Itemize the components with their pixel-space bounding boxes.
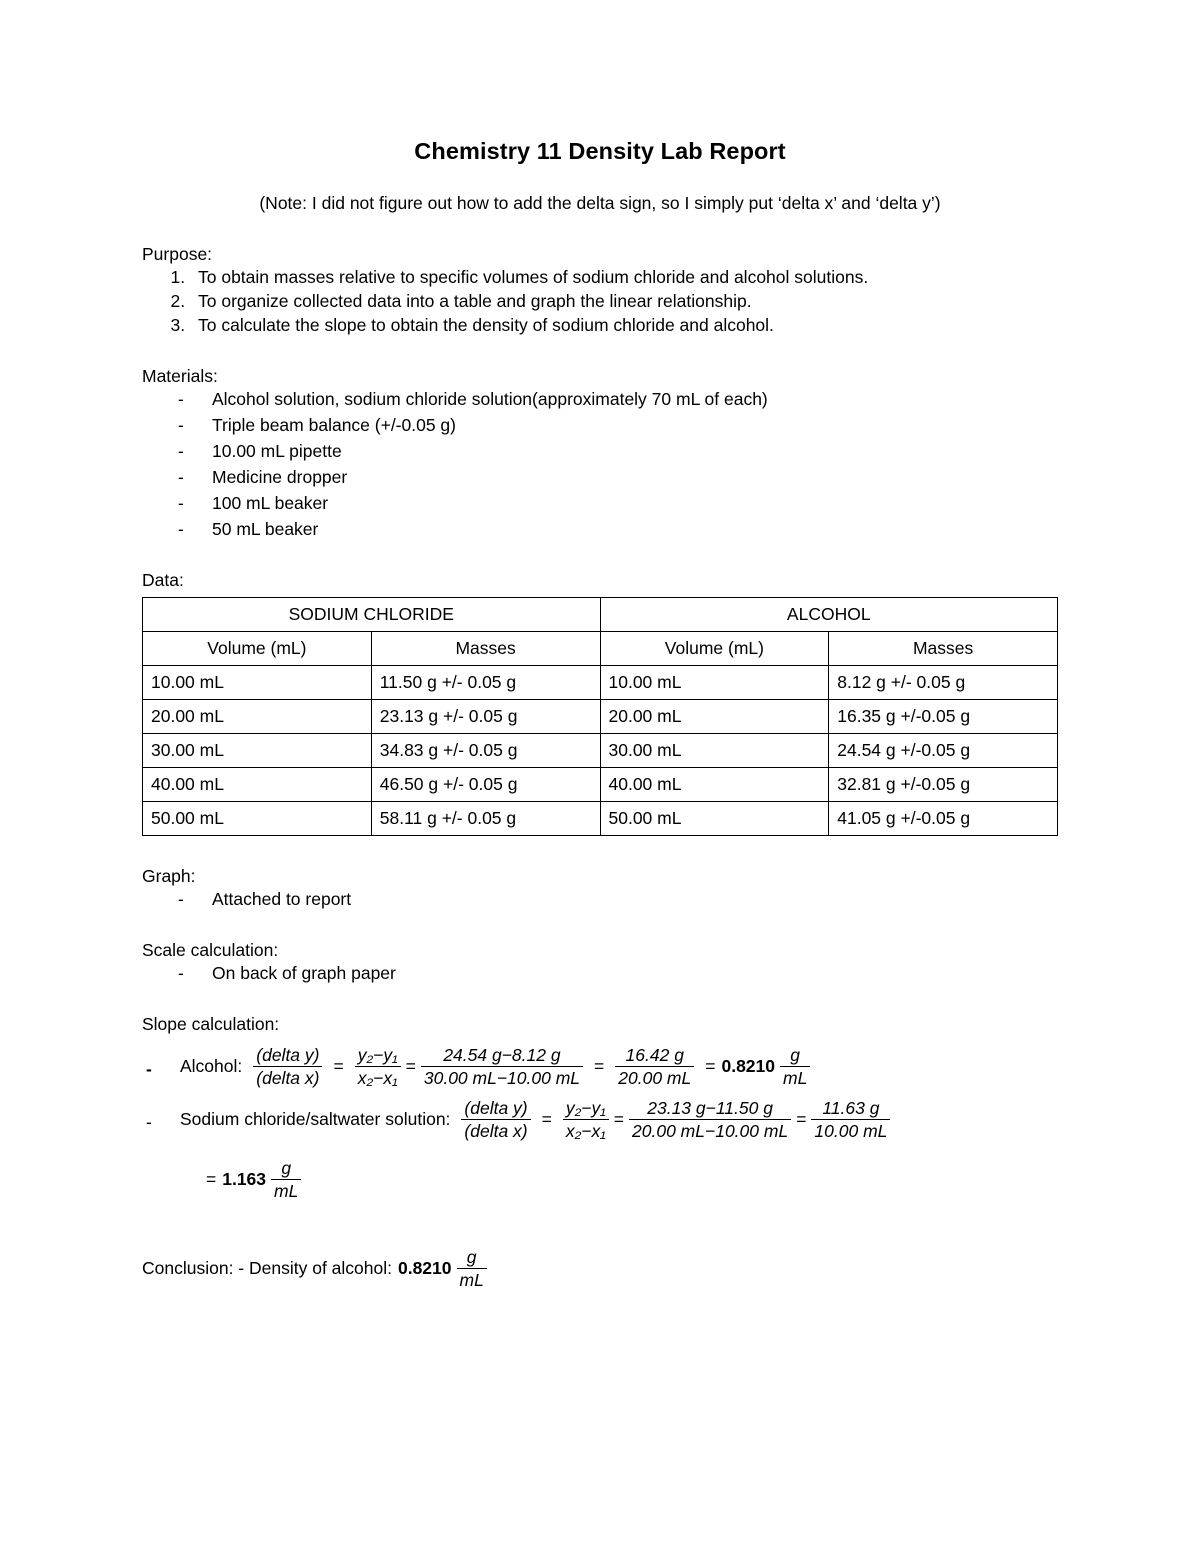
- table-cell: 8.12 g +/- 0.05 g: [829, 666, 1058, 700]
- alcohol-density-value: 0.8210: [721, 1056, 775, 1077]
- conclusion-label: Conclusion: - Density of alcohol:: [142, 1257, 392, 1278]
- list-item: - Alcohol solution, sodium chloride solution(approximately 70 mL of each): [174, 389, 1058, 410]
- list-item: - On back of graph paper: [174, 963, 1058, 984]
- list-item: - 50 mL beaker: [174, 519, 1058, 540]
- table-row: [143, 700, 1058, 734]
- document-body: [142, 138, 1058, 1290]
- table-cell: 30.00 mL: [143, 734, 372, 768]
- conclusion-value: 0.8210: [397, 1257, 452, 1278]
- author-note: (Note: I did not figure out how to add the delta sign, so I simply put ‘delta x’ and ‘delta y’): [259, 193, 941, 213]
- table-column-header: Masses: [829, 632, 1058, 666]
- list-item: - 10.00 mL pipette: [174, 441, 1058, 462]
- table-cell: 11.50 g +/- 0.05 g: [371, 666, 600, 700]
- fraction-delta: $\frac{\text{(delta y)}}{\text{(delta x)}}$: [253, 1045, 322, 1088]
- table-column-header: Masses: [371, 632, 600, 666]
- equals-sign: =: [405, 1056, 416, 1077]
- slope-calculation-heading: Slope calculation:: [142, 1014, 280, 1034]
- table-row: [143, 734, 1058, 768]
- unit-g-per-ml: $\frac{g}{mL}$: [780, 1045, 810, 1088]
- scale-calculation-list: [142, 963, 1058, 984]
- materials-list: [142, 389, 1058, 540]
- scale-calculation-heading: Scale calculation:: [142, 940, 279, 960]
- data-heading: Data:: [142, 570, 184, 590]
- table-cell: 40.00 mL: [600, 768, 829, 802]
- materials-heading: Materials:: [142, 366, 218, 386]
- saltwater-result-row: [200, 1158, 1058, 1201]
- table-column-header: Volume (mL): [143, 632, 372, 666]
- table-cell: 58.11 g +/- 0.05 g: [371, 802, 600, 836]
- equals-sign: =: [541, 1109, 552, 1130]
- list-item: - Medicine dropper: [174, 467, 1058, 488]
- table-cell: 30.00 mL: [600, 734, 829, 768]
- data-table: [142, 597, 1058, 836]
- page-title: Chemistry 11 Density Lab Report: [414, 138, 786, 164]
- table-cell: 32.81 g +/-0.05 g: [829, 768, 1058, 802]
- table-group-header-alcohol: ALCOHOL: [600, 598, 1058, 632]
- equals-sign: =: [613, 1109, 625, 1130]
- table-row: [143, 802, 1058, 836]
- table-cell: 16.35 g +/-0.05 g: [829, 700, 1058, 734]
- slope-saltwater-label: - Sodium chloride/saltwater solution:: [180, 1109, 451, 1130]
- table-cell: 50.00 mL: [143, 802, 372, 836]
- table-column-header: Volume (mL): [600, 632, 829, 666]
- equals-sign: =: [796, 1109, 807, 1130]
- saltwater-density-value: 1.163: [222, 1168, 267, 1189]
- table-cell: 46.50 g +/- 0.05 g: [371, 768, 600, 802]
- purpose-list: [142, 267, 1058, 336]
- table-row-column-header: [143, 632, 1058, 666]
- graph-heading: Graph:: [142, 866, 196, 886]
- table-row: [143, 666, 1058, 700]
- table-row-group-header: [143, 598, 1058, 632]
- table-cell: 20.00 mL: [143, 700, 372, 734]
- fraction-y-x: $\frac{\text{y₂−y₁}}{\text{x₂−x₁}}$: [563, 1098, 609, 1141]
- table-cell: 23.13 g +/- 0.05 g: [371, 700, 600, 734]
- fraction-y-x: $\frac{\text{y₂−y₁}}{\text{x₂−x₁}}$: [355, 1045, 401, 1088]
- table-group-header-sodium-chloride: SODIUM CHLORIDE: [143, 598, 601, 632]
- equals-sign: =: [705, 1056, 716, 1077]
- table-cell: 50.00 mL: [600, 802, 829, 836]
- list-item: 1. To obtain masses relative to specific volumes of sodium chloride and alcohol solutions.: [190, 267, 1058, 288]
- table-cell: 41.05 g +/-0.05 g: [829, 802, 1058, 836]
- fraction-delta: $\frac{\text{(delta y)}}{\text{(delta x)}}$: [461, 1098, 530, 1141]
- fraction-simplified: $\frac{11.63 g}{10.00 mL}$: [811, 1098, 890, 1141]
- table-cell: 24.54 g +/-0.05 g: [829, 734, 1058, 768]
- table-cell: 34.83 g +/- 0.05 g: [371, 734, 600, 768]
- unit-g-per-ml: $\frac{g}{mL}$: [271, 1158, 301, 1201]
- list-item: - 100 mL beaker: [174, 493, 1058, 514]
- slope-saltwater-row: [142, 1098, 1058, 1141]
- equals-sign: =: [206, 1168, 217, 1189]
- graph-list: [142, 889, 1058, 910]
- unit-g-per-ml: $\frac{g}{mL}$: [457, 1247, 487, 1290]
- table-cell: 20.00 mL: [600, 700, 829, 734]
- list-item: 2. To organize collected data into a table and graph the linear relationship.: [190, 291, 1058, 312]
- fraction-simplified: $\frac{16.42 g}{20.00 mL}$: [615, 1045, 694, 1088]
- list-item: - Attached to report: [174, 889, 1058, 910]
- purpose-heading: Purpose:: [142, 244, 213, 264]
- fraction-values: $\frac{24.54 g-8.12 g}{30.00 mL-10.00 mL}$: [421, 1045, 583, 1088]
- fraction-values: $\frac{23.13 g-11.50 g}{20.00 mL-10.00 mL}$: [629, 1098, 791, 1141]
- slope-alcohol-label: - Alcohol:: [180, 1056, 243, 1077]
- conclusion-row: [142, 1247, 1058, 1290]
- table-cell: 10.00 mL: [600, 666, 829, 700]
- table-cell: 40.00 mL: [143, 768, 372, 802]
- equals-sign: =: [594, 1056, 605, 1077]
- table-cell: 10.00 mL: [143, 666, 372, 700]
- list-item: 3. To calculate the slope to obtain the density of sodium chloride and alcohol.: [190, 315, 1058, 336]
- equals-sign: =: [333, 1056, 344, 1077]
- table-row: [143, 768, 1058, 802]
- slope-alcohol-row: [142, 1045, 1058, 1088]
- list-item: - Triple beam balance (+/-0.05 g): [174, 415, 1058, 436]
